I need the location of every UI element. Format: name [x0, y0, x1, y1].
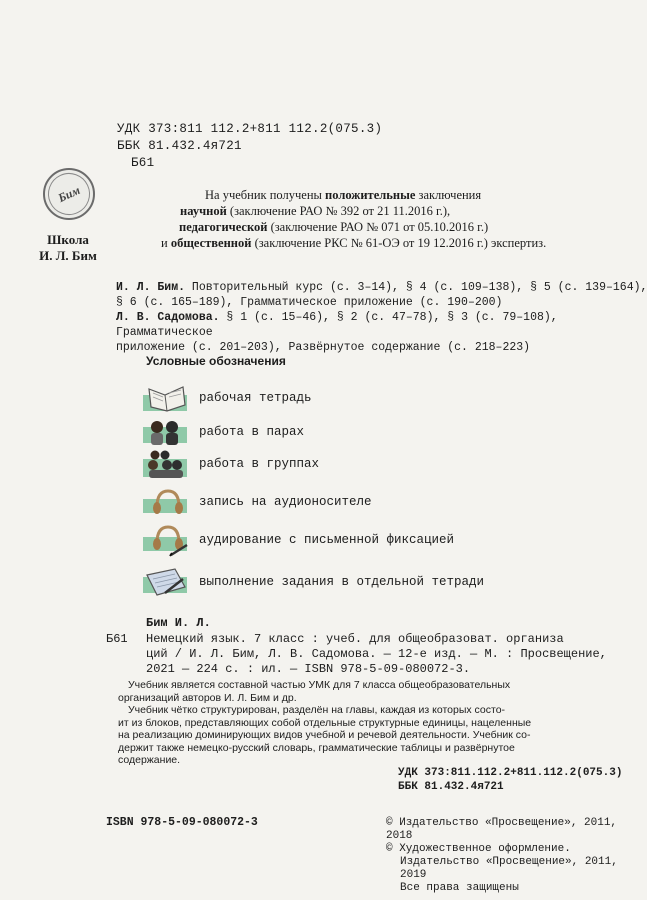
biblio-author: Бим И. Л. [146, 616, 211, 630]
copyright-block [386, 817, 647, 895]
bim-school-logo [43, 168, 95, 220]
approval-line3: педагогической (заключение РАО № 071 от 05.10.2016 г.) [179, 220, 489, 234]
biblio-annotation: Учебник является составной частью УМК для 7 класса общеобразовательных организаций авторов И. Л. Бим и др. Учебник чётко структурирован, разделён на главы, каждая из которых состо- ит из блоков, представляющих собой отдельные структурные единицы, нацеленные на реализацию доминирующих видов учебной и речевой деятельности. Учебник со- держит также немецко-русский словарь, грамматические таблицы и развёрнутое содержание. [118, 679, 532, 766]
headphones-icon [141, 485, 191, 519]
notebook-pen-icon [141, 565, 191, 599]
legend-label-pair-work: работа в парах [199, 425, 305, 439]
headphones-pen-icon [141, 523, 191, 557]
legend-label-audio-writing: аудирование с письменной фиксацией [199, 533, 455, 547]
biblio-line1: Немецкий язык. 7 класс : учеб. для общеобразоват. организа [146, 632, 564, 646]
rights-reserved: Все права защищены [400, 882, 519, 894]
author-contributions: И. Л. Бим. Повторительный курс (с. 3–14), § 4 (с. 109–138), § 5 (с. 139–164), § 6 (с. 165–189), Грамматическое приложение (с. 190–200) Л. В. Садомова. § 1 (с. 15–46), § 2 (с. 47–78), § 3 (с. 79–108), Грамматическое приложение (с. 201–203), Развёрнутое содержание (с. 218–223) [116, 281, 647, 354]
workbook-icon [141, 381, 191, 415]
legend-item-group-work [141, 447, 319, 481]
legend-label-notebook: выполнение задания в отдельной тетради [199, 575, 485, 589]
legend-label-group-work: работа в группах [199, 457, 320, 471]
approval-line4: и общественной (заключение РКС № 61-ОЭ от 19 12.2016 г.) экспертиз. [161, 236, 547, 250]
copyright-design-publisher: Издательство «Просвещение», 2011, 2019 [400, 856, 618, 881]
logo-caption-line2: И. Л. Бим [39, 248, 97, 263]
logo-caption-line1: Школа [47, 232, 89, 247]
legend-label-audio: запись на аудионосителе [199, 495, 372, 509]
group-work-icon [141, 447, 191, 481]
pair-work-icon [141, 415, 191, 449]
biblio-bbk: ББК 81.432.4я721 [398, 781, 504, 793]
legend-item-audio [141, 485, 372, 519]
logo-seal [43, 168, 95, 220]
approval-line1: На учебник получены положительные заключения [205, 188, 482, 202]
logo-mark: Бим [41, 166, 97, 222]
udk-code: УДК 373:811 112.2+811 112.2(075.3) [117, 122, 383, 136]
legend-item-workbook [141, 381, 312, 415]
copyright-publisher: © Издательство «Просвещение», 2011, 2018 [386, 817, 618, 842]
legend-item-notebook [141, 565, 484, 599]
biblio-udk: УДК 373:811.112.2+811.112.2(075.3) [398, 767, 623, 779]
legend-item-pair-work [141, 415, 304, 449]
biblio-index: Б61 [106, 632, 128, 646]
approval-line2: научной (заключение РАО № 392 от 21 11.2016 г.), [180, 204, 451, 218]
bbk-code: ББК 81.432.4я721 [117, 139, 242, 153]
isbn: ISBN 978-5-09-080072-3 [106, 816, 258, 829]
copyright-design: © Художественное оформление. [386, 843, 571, 855]
logo-caption [18, 232, 118, 264]
legend-label-workbook: рабочая тетрадь [199, 391, 312, 405]
legend-item-audio-writing [141, 523, 454, 557]
legend-title: Условные обозначения [146, 354, 286, 368]
biblio-line3: 2021 — 224 с. : ил. — ISBN 978-5-09-080072-3. [146, 662, 471, 676]
biblio-line2: ций / И. Л. Бим, Л. В. Садомова. — 12-е изд. — М. : Просвещение, [146, 647, 607, 661]
author-index: Б61 [131, 156, 155, 170]
